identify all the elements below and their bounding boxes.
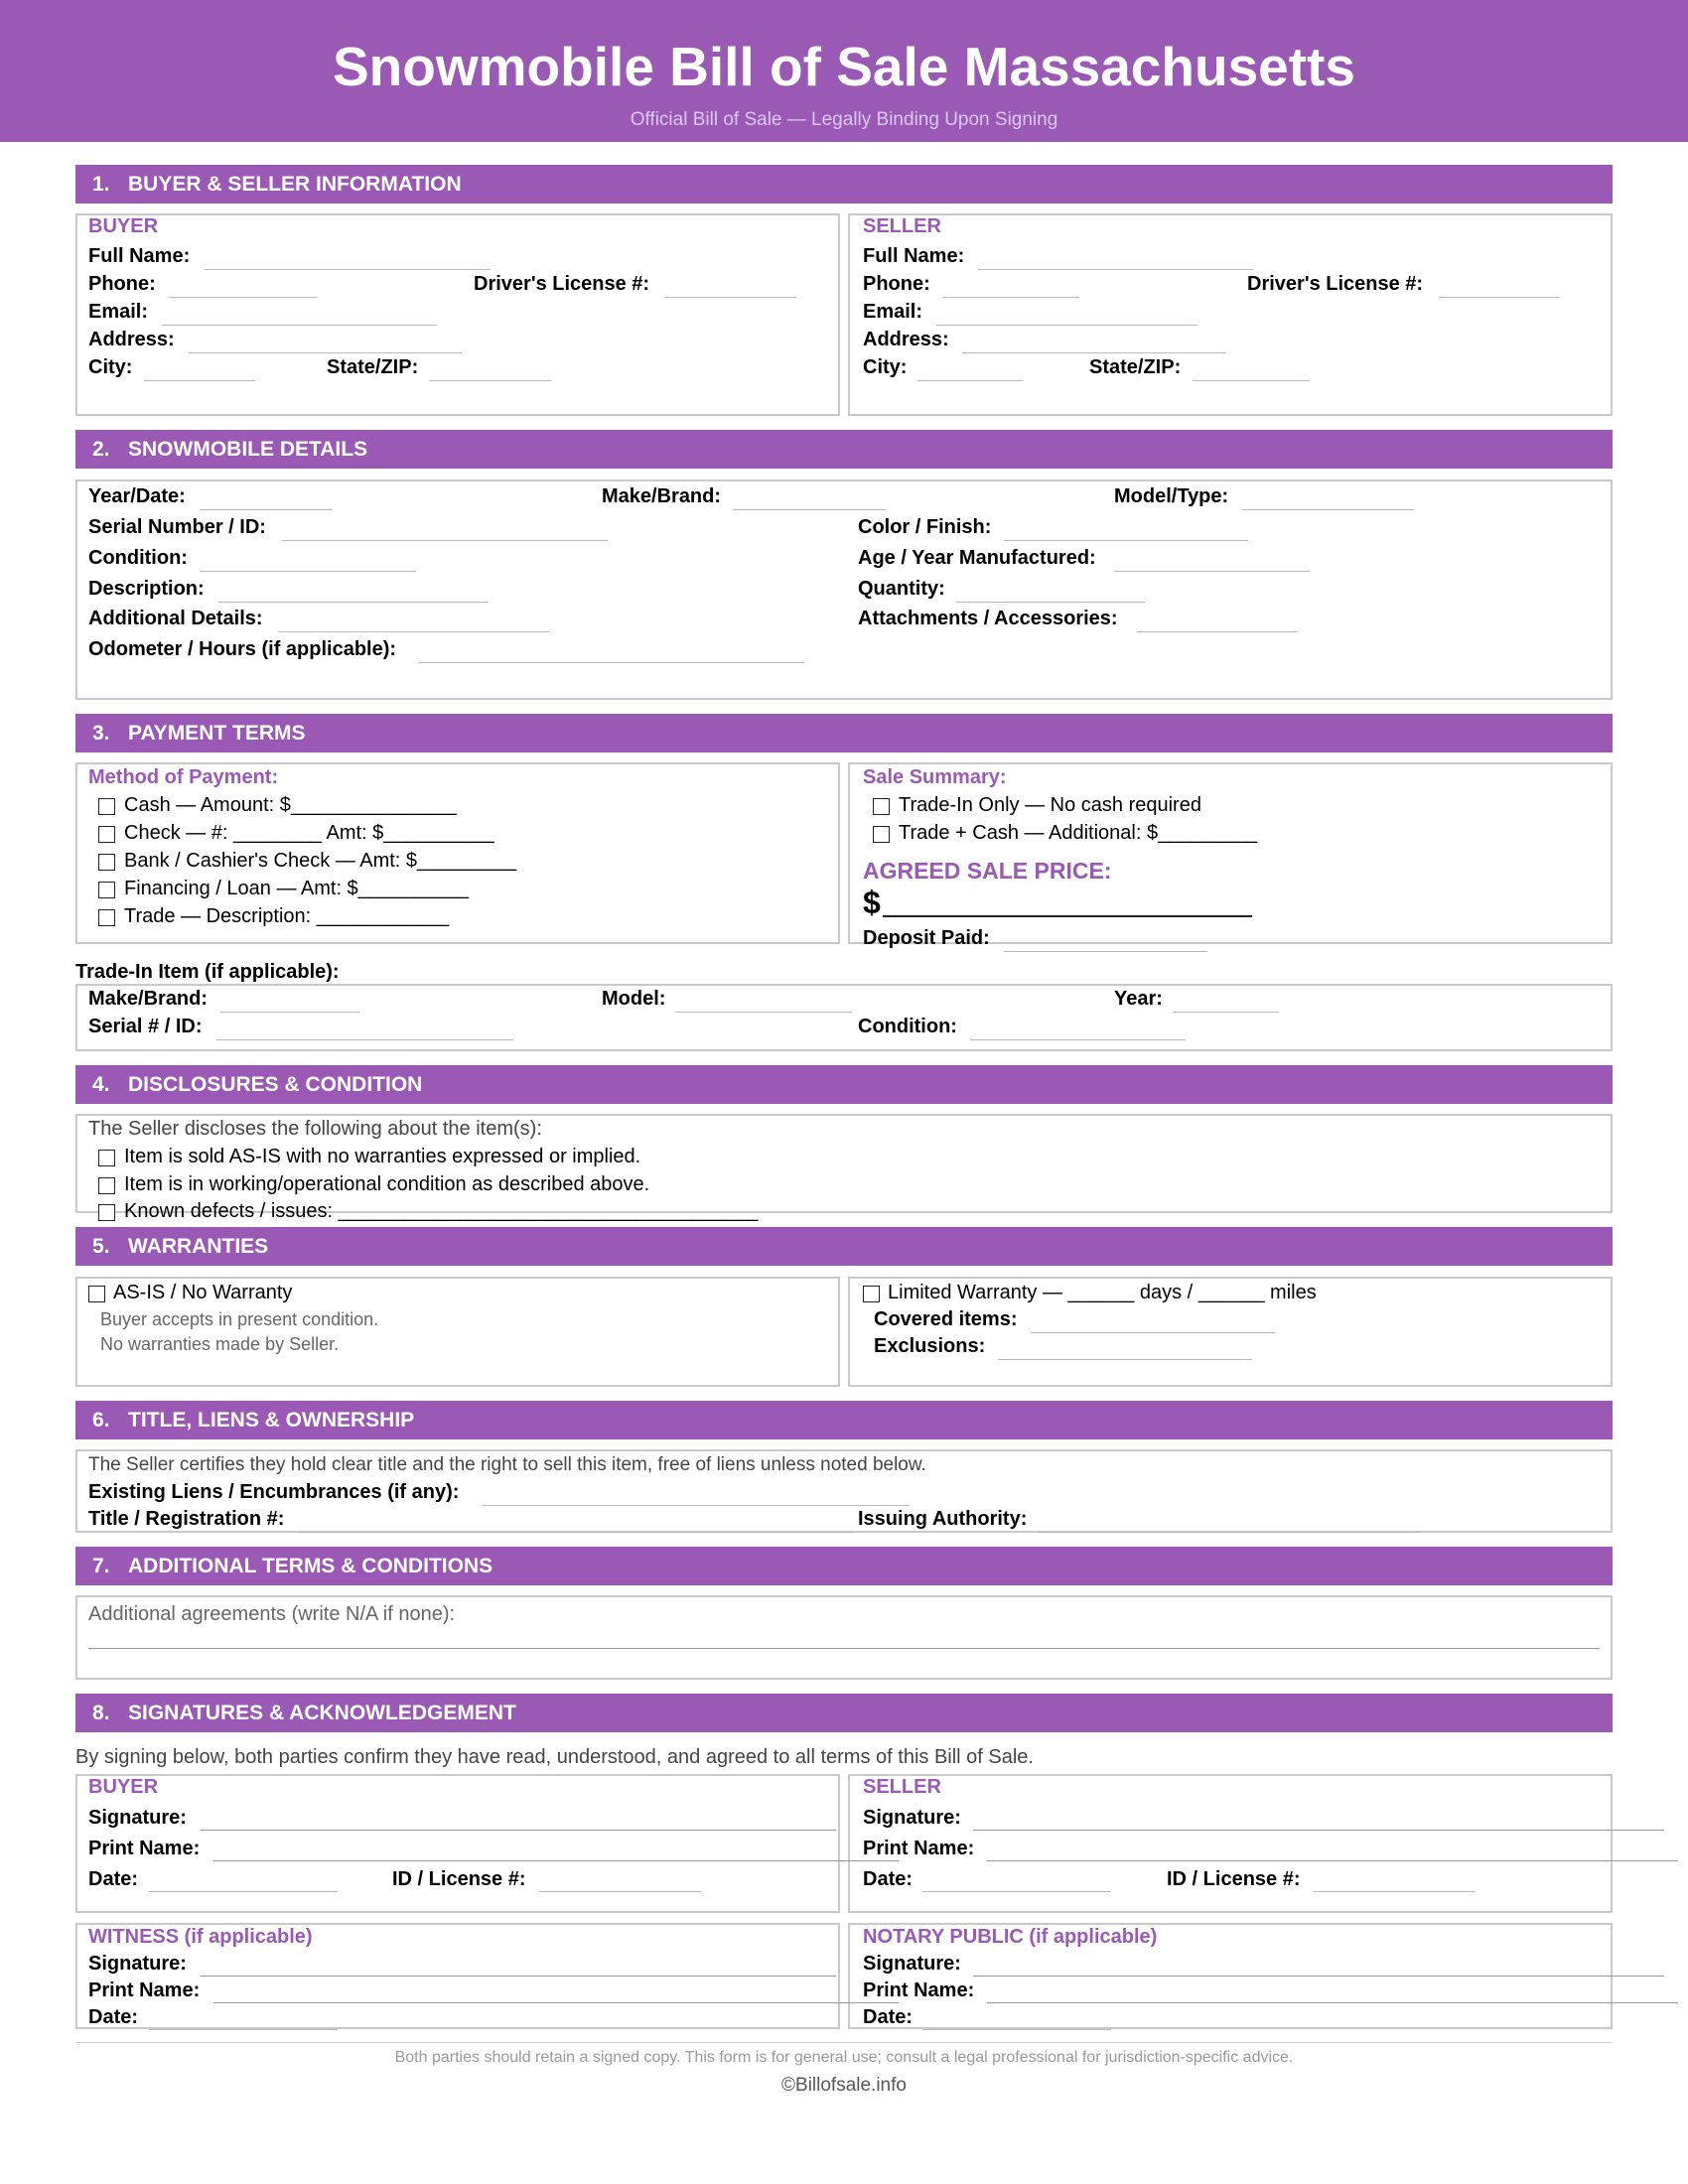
buyer-email-field[interactable]: [162, 325, 437, 326]
buyer-city-field[interactable]: [144, 380, 255, 381]
trade-in-year-label: Year:: [1114, 988, 1163, 1010]
condition-label: Condition:: [88, 547, 188, 569]
buyer-address-label: Address:: [88, 329, 175, 350]
description-field[interactable]: [218, 602, 489, 603]
section-header-additional-terms: 7. ADDITIONAL TERMS & CONDITIONS: [75, 1547, 1613, 1585]
footer-note: Both parties should retain a signed copy. This form is for general use; consult a legal professional for jurisdiction-specific advice.: [394, 2049, 1294, 2066]
notary-date-label: Date:: [863, 2006, 914, 2028]
buyer-signature-heading: BUYER: [88, 1776, 159, 1798]
document-title: Snowmobile Bill of Sale Massachusetts: [333, 36, 1355, 97]
check-checkbox[interactable]: [98, 826, 115, 843]
buyer-full-name-label: Full Name:: [88, 245, 191, 267]
trade-in-box: [75, 984, 1613, 1051]
trade-in-condition-field[interactable]: [970, 1039, 1186, 1040]
notary-heading: NOTARY PUBLIC (if applicable): [863, 1926, 1158, 1948]
seller-license-field[interactable]: [1439, 297, 1560, 298]
seller-print-name-label: Print Name:: [863, 1838, 975, 1859]
odometer-field[interactable]: [418, 662, 804, 663]
trade-in-heading: Trade-In Item (if applicable):: [75, 961, 340, 983]
seller-state-zip-field[interactable]: [1193, 380, 1310, 381]
seller-state-zip-label: State/ZIP:: [1089, 356, 1182, 378]
witness-signature-field[interactable]: [201, 1976, 836, 1977]
seller-id-license-label: ID / License #:: [1167, 1868, 1301, 1890]
witness-heading: WITNESS (if applicable): [88, 1926, 313, 1948]
as-is-disclosure-checkbox[interactable]: [98, 1150, 115, 1166]
seller-phone-field[interactable]: [942, 297, 1079, 298]
trade-in-year-field[interactable]: [1173, 1012, 1279, 1013]
condition-field[interactable]: [200, 571, 416, 572]
attachments-field[interactable]: [1137, 631, 1298, 632]
section-header-title-liens: 6. TITLE, LIENS & OWNERSHIP: [75, 1401, 1613, 1439]
additional-agreements-field[interactable]: [88, 1648, 1600, 1649]
trade-option-label: Trade — Description: ____________: [124, 905, 450, 927]
trade-cash-label: Trade + Cash — Additional: $_________: [899, 822, 1258, 844]
title-registration-label: Title / Registration #:: [88, 1508, 285, 1530]
buyer-phone-field[interactable]: [169, 297, 318, 298]
price-dollar-sign: $: [863, 885, 881, 920]
as-is-disclosure-label: Item is sold AS-IS with no warranties expressed or implied.: [124, 1146, 641, 1167]
buyer-full-name-field[interactable]: [205, 269, 491, 270]
bank-check-option-label: Bank / Cashier's Check — Amt: $_________: [124, 850, 517, 872]
quantity-label: Quantity:: [858, 578, 945, 600]
notary-signature-label: Signature:: [863, 1953, 961, 1975]
sale-summary-heading: Sale Summary:: [863, 766, 1007, 788]
financing-checkbox[interactable]: [98, 882, 115, 898]
model-field[interactable]: [1242, 509, 1414, 510]
payment-method-heading: Method of Payment:: [88, 766, 279, 788]
buyer-city-label: City:: [88, 356, 133, 378]
covered-items-field[interactable]: [1031, 1332, 1275, 1333]
additional-details-field[interactable]: [278, 631, 549, 632]
document-header: [0, 0, 1688, 142]
trade-in-only-checkbox[interactable]: [873, 798, 890, 815]
buyer-state-zip-field[interactable]: [429, 380, 551, 381]
buyer-email-label: Email:: [88, 301, 149, 323]
age-label: Age / Year Manufactured:: [858, 547, 1096, 569]
limited-warranty-label: Limited Warranty — ______ days / ______ miles: [888, 1282, 1317, 1303]
check-option-label: Check — #: ________ Amt: $__________: [124, 822, 494, 844]
cash-option-label: Cash — Amount: $_______________: [124, 794, 457, 816]
seller-full-name-label: Full Name:: [863, 245, 965, 267]
deposit-paid-label: Deposit Paid:: [863, 927, 990, 949]
issuing-authority-label: Issuing Authority:: [858, 1508, 1028, 1530]
trade-in-model-field[interactable]: [675, 1012, 852, 1013]
seller-full-name-field[interactable]: [978, 269, 1253, 270]
deposit-paid-field[interactable]: [1004, 951, 1207, 952]
seller-address-label: Address:: [863, 329, 949, 350]
as-is-warranty-checkbox[interactable]: [88, 1286, 105, 1302]
seller-signature-label: Signature:: [863, 1807, 961, 1829]
working-condition-checkbox[interactable]: [98, 1177, 115, 1194]
trade-cash-checkbox[interactable]: [873, 826, 890, 843]
buyer-address-field[interactable]: [189, 352, 462, 353]
description-label: Description:: [88, 578, 205, 600]
seller-address-field[interactable]: [962, 352, 1226, 353]
make-field[interactable]: [733, 509, 886, 510]
trade-in-condition-label: Condition:: [858, 1016, 957, 1037]
trade-in-model-label: Model:: [602, 988, 666, 1010]
section-header-signatures: 8. SIGNATURES & ACKNOWLEDGEMENT: [75, 1694, 1613, 1732]
serial-label: Serial Number / ID:: [88, 516, 266, 538]
buyer-info-box: [75, 213, 840, 416]
notary-print-name-field[interactable]: [987, 2002, 1678, 2003]
disclosures-intro: The Seller discloses the following about the item(s):: [88, 1118, 542, 1140]
seller-date-field[interactable]: [922, 1891, 1111, 1892]
additional-details-label: Additional Details:: [88, 608, 263, 629]
notary-date-field[interactable]: [922, 2029, 1111, 2030]
buyer-license-field[interactable]: [664, 297, 797, 298]
working-condition-label: Item is in working/operational condition as described above.: [124, 1173, 650, 1195]
signatures-intro: By signing below, both parties confirm they have read, understood, and agreed to all terms of this Bill of Sale.: [75, 1746, 1034, 1768]
witness-signature-label: Signature:: [88, 1953, 187, 1975]
covered-items-label: Covered items:: [874, 1308, 1018, 1330]
quantity-field[interactable]: [956, 602, 1145, 603]
seller-heading: SELLER: [863, 215, 941, 237]
trade-in-serial-field[interactable]: [216, 1039, 513, 1040]
document-subtitle: Official Bill of Sale — Legally Binding Upon Signing: [630, 109, 1058, 130]
buyer-print-name-label: Print Name:: [88, 1838, 201, 1859]
trade-in-only-label: Trade-In Only — No cash required: [899, 794, 1201, 816]
title-registration-field[interactable]: [298, 1532, 854, 1533]
section-header-disclosures: 4. DISCLOSURES & CONDITION: [75, 1065, 1613, 1104]
financing-option-label: Financing / Loan — Amt: $__________: [124, 878, 469, 899]
year-field[interactable]: [200, 509, 333, 510]
seller-phone-label: Phone:: [863, 273, 930, 295]
seller-info-box: [848, 213, 1613, 416]
seller-city-label: City:: [863, 356, 908, 378]
as-is-warranty-label: AS-IS / No Warranty: [113, 1282, 293, 1303]
footer-copyright: ©Billofsale.info: [781, 2075, 907, 2096]
trade-in-make-label: Make/Brand:: [88, 988, 209, 1010]
color-field[interactable]: [1004, 540, 1248, 541]
buyer-id-license-label: ID / License #:: [392, 1868, 526, 1890]
notary-signature-field[interactable]: [973, 1976, 1664, 1977]
witness-print-name-label: Print Name:: [88, 1979, 201, 2001]
make-label: Make/Brand:: [602, 485, 722, 507]
issuing-authority-field[interactable]: [1038, 1532, 1420, 1533]
witness-print-name-field[interactable]: [213, 2002, 899, 2003]
as-is-warranty-note-2: No warranties made by Seller.: [100, 1334, 340, 1354]
section-header-payment-terms: 3. PAYMENT TERMS: [75, 714, 1613, 752]
year-label: Year/Date:: [88, 485, 186, 507]
seller-id-license-field[interactable]: [1314, 1891, 1476, 1892]
as-is-warranty-note-1: Buyer accepts in present condition.: [100, 1309, 379, 1329]
title-liens-intro: The Seller certifies they hold clear title and the right to sell this item, free of liens unless noted below.: [88, 1454, 926, 1475]
notary-print-name-label: Print Name:: [863, 1979, 975, 2001]
known-defects-checkbox[interactable]: [98, 1204, 115, 1221]
trade-in-serial-label: Serial # / ID:: [88, 1016, 203, 1037]
buyer-signature-label: Signature:: [88, 1807, 187, 1829]
buyer-heading: BUYER: [88, 215, 159, 237]
serial-field[interactable]: [282, 540, 608, 541]
trade-in-make-field[interactable]: [220, 1012, 359, 1013]
known-defects-label: Known defects / issues: ______________________________________: [124, 1200, 759, 1222]
seller-signature-field[interactable]: [973, 1830, 1664, 1831]
color-label: Color / Finish:: [858, 516, 992, 538]
existing-liens-label: Existing Liens / Encumbrances (if any):: [88, 1481, 460, 1503]
buyer-date-label: Date:: [88, 1868, 139, 1890]
snowmobile-details-box: [75, 479, 1613, 700]
buyer-date-field[interactable]: [149, 1891, 338, 1892]
existing-liens-field[interactable]: [483, 1505, 910, 1506]
witness-date-field[interactable]: [149, 2029, 338, 2030]
agreed-sale-price-field[interactable]: [883, 915, 1252, 917]
trade-checkbox[interactable]: [98, 909, 115, 926]
buyer-license-label: Driver's License #:: [474, 273, 650, 295]
limited-warranty-checkbox[interactable]: [863, 1286, 880, 1302]
buyer-id-license-field[interactable]: [539, 1891, 701, 1892]
age-field[interactable]: [1114, 571, 1310, 572]
seller-date-label: Date:: [863, 1868, 914, 1890]
attachments-label: Attachments / Accessories:: [858, 608, 1118, 629]
seller-email-label: Email:: [863, 301, 923, 323]
seller-signature-heading: SELLER: [863, 1776, 941, 1798]
buyer-phone-label: Phone:: [88, 273, 156, 295]
seller-print-name-field[interactable]: [987, 1860, 1678, 1861]
buyer-signature-field[interactable]: [201, 1830, 836, 1831]
footer-divider: [75, 2042, 1613, 2043]
seller-email-field[interactable]: [936, 325, 1197, 326]
additional-agreements-label: Additional agreements (write N/A if none):: [88, 1603, 456, 1625]
agreed-sale-price-heading: AGREED SALE PRICE:: [863, 858, 1112, 884]
cash-checkbox[interactable]: [98, 798, 115, 815]
buyer-print-name-field[interactable]: [213, 1860, 899, 1861]
section-header-buyer-seller: 1. BUYER & SELLER INFORMATION: [75, 165, 1613, 204]
section-header-warranties: 5. WARRANTIES: [75, 1227, 1613, 1266]
buyer-state-zip-label: State/ZIP:: [327, 356, 419, 378]
section-header-snowmobile-details: 2. SNOWMOBILE DETAILS: [75, 430, 1613, 469]
exclusions-field[interactable]: [998, 1359, 1252, 1360]
exclusions-label: Exclusions:: [874, 1335, 986, 1357]
model-label: Model/Type:: [1114, 485, 1229, 507]
seller-license-label: Driver's License #:: [1247, 273, 1424, 295]
seller-city-field[interactable]: [917, 380, 1023, 381]
odometer-label: Odometer / Hours (if applicable):: [88, 638, 397, 660]
witness-date-label: Date:: [88, 2006, 139, 2028]
bank-check-checkbox[interactable]: [98, 854, 115, 871]
